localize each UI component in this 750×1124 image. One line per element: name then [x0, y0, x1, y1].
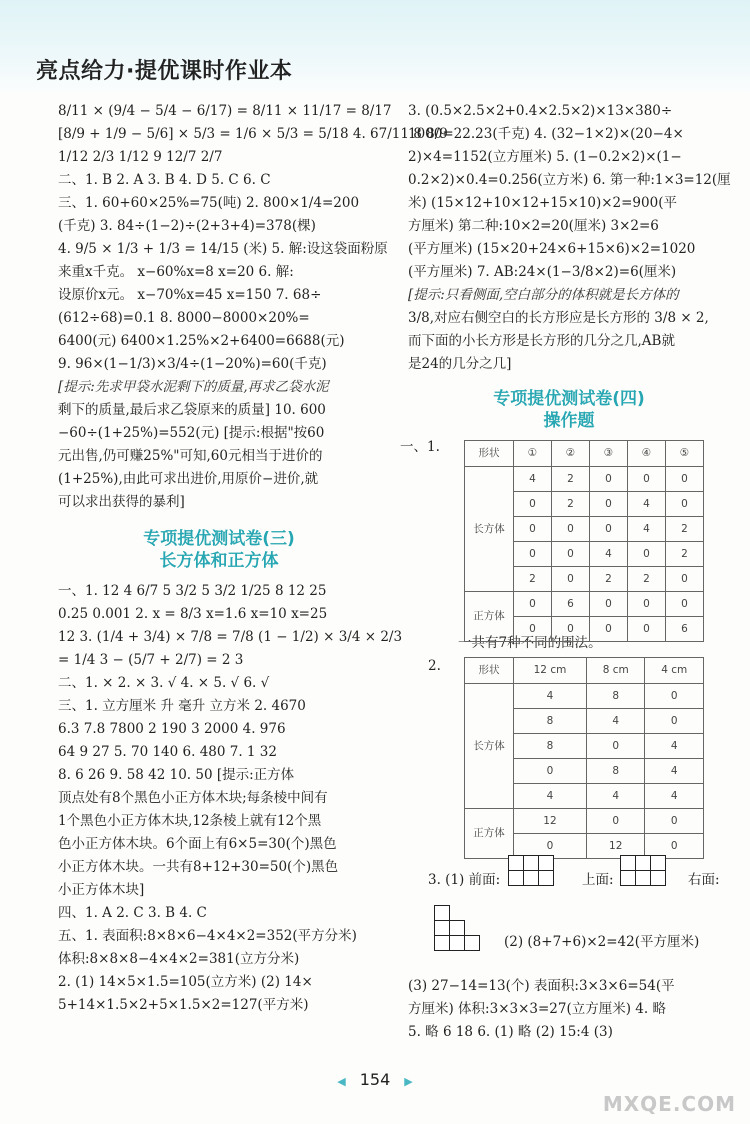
section-title-4: 专项提优测试卷(四): [493, 389, 645, 409]
table-cell: 0: [514, 617, 552, 642]
answer-line: 体积:8×8×8−4×4×2=381(立方分米): [58, 951, 300, 967]
q1-summary: 一共有7种不同的围法。: [458, 635, 602, 651]
answer-line: 是24的几分之几]: [408, 356, 512, 372]
answer-line: 剩下的质量,最后求乙袋原来的质量] 10. 600: [58, 402, 326, 418]
answer-line: 2)×4=1152(立方厘米) 5. (1−0.2×2)×(1−: [408, 149, 682, 165]
table-cell: 12: [586, 834, 645, 859]
watermark: MXQE.COM: [602, 1092, 736, 1116]
answer-line: (3) 27−14=13(个) 表面积:3×3×6=54(平: [408, 978, 675, 994]
table-cell: 6: [552, 592, 590, 617]
table-row: [465, 592, 704, 617]
table-cell: 8: [514, 734, 587, 759]
answer-line: 8. 6 26 9. 58 42 10. 50 [提示:正方体: [58, 767, 295, 783]
answer-line: 来重x千克。 x−60%x=8 x=20 6. 解:: [58, 264, 294, 280]
table-cell: 4: [628, 517, 666, 542]
table-header-cell: ①: [514, 441, 552, 467]
answer-line: 0.25 0.001 2. x = 8/3 x=1.6 x=10 x=25: [58, 606, 328, 622]
answer-line: [提示:先求甲袋水泥剩下的质量,再求乙袋水泥: [58, 379, 329, 395]
table-cell: 0: [666, 592, 704, 617]
table-cell: 0: [586, 734, 645, 759]
table-header-cell: 12 cm: [514, 658, 587, 684]
answer-line: 5+14×1.5×2+5×1.5×2=127(平方米): [58, 997, 309, 1013]
answer-line: 3. (0.5×2.5×2+0.4×2.5×2)×13×380÷: [408, 103, 673, 119]
table-cell: 4: [514, 784, 587, 809]
answer-line: 小正方体木块]: [58, 882, 145, 898]
table-cell: 2: [628, 567, 666, 592]
q3-top-label: 上面:: [582, 872, 614, 888]
answer-line: 而下面的小长方形是长方形的几分之几,AB就: [408, 333, 675, 349]
table-cell: 8: [586, 684, 645, 709]
q2-block: [408, 655, 730, 855]
answer-line: 64 9 27 5. 70 140 6. 480 7. 1 32: [58, 744, 277, 760]
answer-line: 1000=22.23(千克) 4. (32−1×2)×(20−4×: [408, 126, 684, 142]
table-header-cell: ④: [628, 441, 666, 467]
table-cell: 0: [514, 517, 552, 542]
answer-line: 可以求出获得的暴利]: [58, 494, 185, 510]
answer-line: (千克) 3. 84÷(1−2)÷(2+3+4)=378(棵): [58, 218, 316, 234]
answer-line: 色小正方体木块。6个面上有6×5=30(个)黑色: [58, 836, 337, 852]
answer-line: (612÷68)=0.1 8. 8000−8000×20%=: [58, 310, 310, 326]
table-cell: 0: [628, 617, 666, 642]
table-cell: 0: [590, 467, 628, 492]
table-header-cell: 4 cm: [645, 658, 704, 684]
table-cell: 0: [590, 592, 628, 617]
answer-line: [8/9 + 1/9 − 5/6] × 5/3 = 1/6 × 5/3 = 5/18 4. 67/11 8 8/9: [58, 126, 448, 142]
table-cell: 4: [645, 759, 704, 784]
table-cell: 2: [666, 517, 704, 542]
table-cell: 0: [514, 542, 552, 567]
table-cell: 4: [645, 784, 704, 809]
table-cell: 4: [645, 734, 704, 759]
q3-right-label: 右面:: [688, 872, 720, 888]
answer-line: 小正方体木块。一共有8+12+30=50(个)黑色: [58, 859, 339, 875]
table-cell: 2: [552, 467, 590, 492]
table-cell: 0: [666, 467, 704, 492]
table-header-cell: 8 cm: [586, 658, 645, 684]
answer-line: = 1/4 3 − (5/7 + 2/7) = 2 3: [58, 652, 244, 668]
table-header-cell: ⑤: [666, 441, 704, 467]
answer-line: 2. (1) 14×5×1.5=105(立方米) (2) 14×: [58, 974, 313, 990]
answer-line: (平方厘米) (15×20+24×6+15×6)×2=1020: [408, 241, 696, 257]
answer-line: 方厘米) 第二种:10×2=20(厘米) 3×2=6: [408, 218, 659, 234]
table-cell: 12: [514, 809, 587, 834]
q1-block: [400, 436, 730, 635]
table-cell: 0: [628, 467, 666, 492]
section-subtitle-3: 长方体和正方体: [159, 551, 279, 571]
prev-arrow-icon: ◀: [337, 1075, 346, 1088]
table-cell: 4: [514, 467, 552, 492]
table-cell: 0: [590, 517, 628, 542]
table-cell: 0: [552, 542, 590, 567]
table-cell: 0: [645, 809, 704, 834]
q1-table: [464, 440, 704, 642]
answer-line: 12 3. (1/4 + 3/4) × 7/8 = 7/8 (1 − 1/2) × 3/4 × 2/3: [58, 629, 403, 645]
answer-line: 0.2×2)×0.4=0.256(立方米) 6. 第一种:1×3=12(厘: [408, 172, 731, 188]
answer-line: 设原价x元。 x−70%x=45 x=150 7. 68÷: [58, 287, 322, 303]
q3-front-label: 3. (1) 前面:: [428, 872, 501, 888]
table-header-cell: 形状: [465, 441, 514, 467]
table-cell: 0: [666, 492, 704, 517]
answer-line: 3/8,对应右侧空白的长方形应是长方形的 3/8 × 2,: [408, 310, 709, 326]
answer-line: 6400(元) 6400×1.25%×2+6400=6688(元): [58, 333, 345, 349]
section-subtitle-4: 操作题: [543, 411, 595, 431]
table-cell: 2: [590, 567, 628, 592]
shape-label: 长方体: [465, 684, 514, 809]
answer-line: 米) (15×12+10×12+15×10)×2=900(平: [408, 195, 677, 211]
table-header-cell: ②: [552, 441, 590, 467]
table-cell: 8: [514, 709, 587, 734]
shape-label: 正方体: [465, 809, 514, 859]
answer-line: [提示:只看侧面,空白部分的体积就是长方体的: [408, 287, 679, 303]
shape-label: 正方体: [465, 592, 514, 642]
table-cell: 0: [645, 709, 704, 734]
page-number: ◀ 154 ▶: [337, 1070, 413, 1089]
next-arrow-icon: ▶: [404, 1075, 413, 1088]
table-cell: 0: [590, 492, 628, 517]
answer-line: 8/11 × (9/4 − 5/4 − 6/17) = 8/11 × 11/17 = 8/17: [58, 103, 392, 119]
q2-label: 2.: [428, 658, 441, 674]
table-cell: 0: [552, 617, 590, 642]
answer-line: −60÷(1+25%)=552(元) [提示:根据"按60: [58, 425, 325, 441]
answer-line: 1/12 2/3 1/12 9 12/7 2/7: [58, 149, 223, 165]
answer-line: 方厘米) 体积:3×3×3=27(立方厘米) 4. 略: [408, 1001, 666, 1017]
q2-table: [464, 657, 704, 859]
answer-line: 二、1. × 2. × 3. √ 4. × 5. √ 6. √: [58, 675, 270, 691]
answer-line: 二、1. B 2. A 3. B 4. D 5. C 6. C: [58, 172, 271, 188]
table-cell: 6: [666, 617, 704, 642]
table-header-cell: 形状: [465, 658, 514, 684]
section-title-3: 专项提优测试卷(三): [143, 529, 295, 549]
table-cell: 0: [514, 492, 552, 517]
answer-line: 元出售,仍可赚25%"可知,60元相当于进价的: [58, 448, 323, 464]
answer-line: (1+25%),由此可求出进价,用原价−进价,就: [58, 471, 319, 487]
table-cell: 0: [552, 517, 590, 542]
shape-label: 长方体: [465, 467, 514, 592]
table-row: [465, 809, 704, 834]
q3-block: [408, 855, 730, 975]
table-cell: 2: [666, 542, 704, 567]
table-cell: 0: [666, 567, 704, 592]
answer-line: 9. 96×(1−1/3)×3/4÷(1−20%)=60(千克): [58, 356, 327, 372]
table-cell: 0: [628, 592, 666, 617]
table-cell: 0: [628, 542, 666, 567]
table-cell: 0: [514, 834, 587, 859]
answer-line: 四、1. A 2. C 3. B 4. C: [58, 905, 207, 921]
table-cell: 2: [552, 492, 590, 517]
table-cell: 0: [645, 684, 704, 709]
table-cell: 4: [586, 709, 645, 734]
table-cell: 0: [586, 809, 645, 834]
answer-line: (平方厘米) 7. AB:24×(1−3/8×2)=6(厘米): [408, 264, 677, 280]
answer-line: 6.3 7.8 7800 2 190 3 2000 4. 976: [58, 721, 286, 737]
page-header: [0, 0, 750, 92]
right-column: [400, 100, 731, 1044]
left-column: [58, 100, 448, 1017]
answer-line: 4. 9/5 × 1/3 + 1/3 = 14/15 (米) 5. 解:设这袋面粉原: [58, 241, 388, 257]
table-cell: 0: [590, 617, 628, 642]
table-cell: 8: [586, 759, 645, 784]
table-cell: 0: [514, 759, 587, 784]
answer-line: 五、1. 表面积:8×8×6−4×4×2=352(平方分米): [58, 928, 357, 944]
table-cell: 4: [586, 784, 645, 809]
table-cell: 0: [514, 592, 552, 617]
answer-line: 一、1. 12 4 6/7 5 3/2 5 3/2 1/25 8 12 25: [58, 583, 327, 599]
answer-line: 三、1. 60+60×25%=75(吨) 2. 800×1/4=200: [58, 195, 360, 211]
answer-line: 顶点处有8个黑色小正方体木块;每条棱中间有: [58, 790, 328, 806]
q3-part2: (2) (8+7+6)×2=42(平方厘米): [504, 934, 700, 950]
book-title: 亮点给力·提优课时作业本: [36, 59, 293, 84]
table-cell: 4: [514, 684, 587, 709]
answer-line: 三、1. 立方厘米 升 毫升 立方米 2. 4670: [58, 698, 306, 714]
answer-line: 5. 略 6 18 6. (1) 略 (2) 15:4 (3): [408, 1024, 613, 1040]
table-cell: 0: [645, 834, 704, 859]
answer-line: 1个黑色小正方体木块,12条棱上就有12个黑: [58, 813, 322, 829]
table-cell: 2: [514, 567, 552, 592]
table-cell: 0: [552, 567, 590, 592]
q1-label: 一、1.: [400, 439, 440, 455]
table-header-cell: ③: [590, 441, 628, 467]
table-cell: 4: [590, 542, 628, 567]
table-row: [465, 467, 704, 492]
table-row: [465, 684, 704, 709]
table-cell: 4: [628, 492, 666, 517]
